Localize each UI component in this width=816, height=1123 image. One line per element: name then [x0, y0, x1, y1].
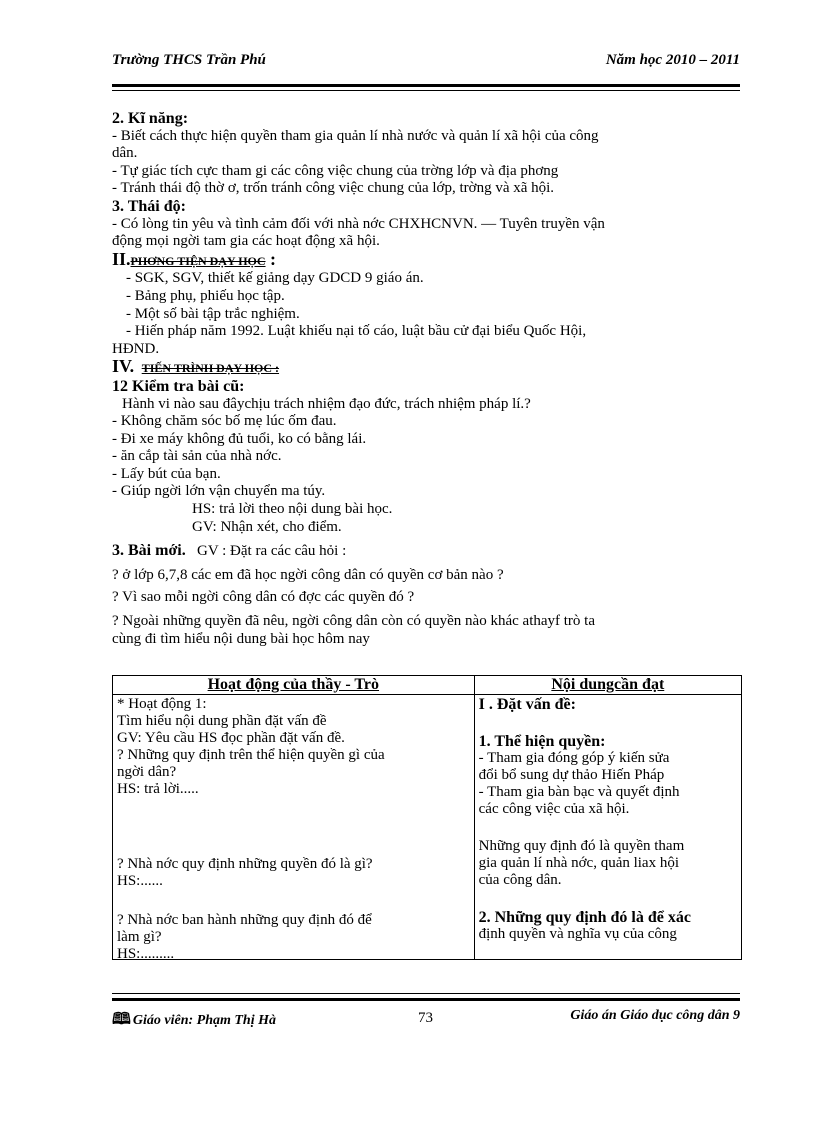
- materials-item: - Bảng phụ, phiếu học tập.: [126, 287, 285, 304]
- materials-item: - Hiến pháp năm 1992. Luật khiếu nại tố cáo, luật bầu cử đại biểu Quốc Hội,: [126, 323, 587, 340]
- review-option: - Lấy bút của bạn.: [112, 465, 221, 482]
- activity-line: ? Nhà nớc quy định những quyền đó là gì?: [117, 856, 373, 872]
- activity-line: GV: Yêu cầu HS đọc phần đặt vấn đề.: [117, 730, 345, 746]
- page-header: [112, 52, 740, 72]
- footer-rule-thin: [112, 993, 740, 994]
- activity-line: ngời dân?: [117, 764, 177, 780]
- school-name: Trường THCS Trần Phú: [112, 52, 266, 68]
- lesson-table: [112, 675, 742, 960]
- teacher-line: [112, 1008, 276, 1035]
- content-subheading: 2. Những quy định đó là để xác: [478, 909, 691, 926]
- col-content-header: Nội dungcần đạt: [474, 676, 741, 695]
- skills-heading: 2. Kĩ năng:: [112, 110, 189, 127]
- table-header-row: [113, 676, 742, 695]
- content-line: Những quy định đó là quyền tham: [478, 838, 685, 854]
- content-subheading: 1. Thể hiện quyền:: [478, 733, 606, 750]
- activity-line: làm gì?: [117, 929, 162, 945]
- skills-line: dân.: [112, 145, 138, 162]
- attitude-line: động mọi ngời tam gia các hoạt động xã hội.: [112, 233, 380, 250]
- activity-line: Tìm hiểu nội dung phần đặt vấn đề: [117, 713, 327, 729]
- skills-line: - Tự giác tích cực tham gi các công việc chung của trờng lớp và địa phơng: [112, 162, 559, 179]
- activity-line: HS:.........: [117, 946, 175, 958]
- section-2-suffix: :: [265, 248, 277, 269]
- header-rule-thin: [112, 90, 740, 91]
- book-icon: 🕮: [112, 1011, 131, 1028]
- question-1: ? ở lớp 6,7,8 các em đã học ngời công dân có quyền cơ bản nào ?: [112, 566, 504, 583]
- content-line: đổi bổ sung dự thảo Hiến Pháp: [478, 767, 665, 783]
- new-lesson-heading: 3. Bài mới.: [112, 542, 186, 560]
- content-line: - Tham gia bàn bạc và quyết định: [478, 784, 680, 800]
- teacher-name: Giáo viên: Phạm Thị Hà: [132, 1013, 276, 1028]
- section-2-title: PHƠNG TIỆN DẠY HỌC: [130, 253, 266, 268]
- skills-line: - Biết cách thực hiện quyền tham gia quản lí nhà nước và quản lí xã hội của công: [112, 127, 599, 144]
- content-line: - Tham gia đóng góp ý kiến sửa: [478, 750, 670, 766]
- col-activity-header: Hoạt động của thầy - Trò: [113, 676, 475, 695]
- page-footer: [112, 1008, 740, 1030]
- lesson-content: [112, 110, 742, 648]
- table-row: [113, 695, 742, 960]
- section-2-numeral: II.: [112, 248, 131, 269]
- materials-item: - Một số bài tập trắc nghiệm.: [126, 305, 300, 322]
- review-question: Hành vi nào sau đâychịu trách nhiệm đạo đức, trách nhiệm pháp lí.?: [122, 395, 531, 412]
- materials-item: - SGK, SGV, thiết kế giảng dạy GDCD 9 giáo án.: [126, 270, 424, 287]
- content-cell: [474, 695, 741, 960]
- skills-line: - Tránh thái độ thờ ơ, trốn tránh công việc chung của lớp, trờng và xã hội.: [112, 180, 555, 197]
- review-option: - Đi xe máy không đủ tuổi, ko có bằng lái.: [112, 430, 367, 447]
- activity-line: * Hoạt động 1:: [117, 696, 207, 712]
- attitude-heading: 3. Thái độ:: [112, 197, 186, 215]
- section-4-heading: [112, 358, 742, 378]
- review-option: - Không chăm sóc bố mẹ lúc ốm đau.: [112, 413, 337, 430]
- subject-title: Giáo án Giáo dục công dân 9: [570, 1008, 740, 1023]
- content-line: gia quản lí nhà nớc, quản liax hội: [478, 855, 680, 871]
- question-3-cont: cùng đi tìm hiểu nội dung bài học hôm nay: [112, 630, 370, 647]
- new-lesson-intro: GV : Đặt ra các câu hỏi :: [197, 543, 347, 560]
- school-year: Năm học 2010 – 2011: [605, 52, 740, 68]
- content-line: định quyền và nghĩa vụ của công: [478, 926, 677, 942]
- question-3: ? Ngoài những quyền đã nêu, ngời công dân còn có quyền nào khác athayf trò ta: [112, 613, 595, 630]
- review-option: - ăn cắp tài sản của nhà nớc.: [112, 448, 282, 465]
- new-lesson-line: [112, 542, 742, 561]
- content-heading: I . Đặt vấn đề:: [478, 696, 576, 713]
- activity-line: ? Những quy định trên thể hiện quyền gì của: [117, 747, 385, 763]
- content-line: của công dân.: [478, 872, 562, 888]
- activity-line: HS: trả lời.....: [117, 781, 199, 797]
- review-hs: HS: trả lời theo nội dung bài học.: [192, 501, 393, 518]
- activity-line: ? Nhà nớc ban hành những quy định đó để: [117, 912, 372, 928]
- section-4-numeral: IV.: [112, 356, 135, 377]
- review-option: - Giúp ngời lớn vận chuyển ma túy.: [112, 483, 326, 500]
- section-2-heading: [112, 248, 742, 271]
- attitude-line: - Có lòng tin yêu và tình cảm đối với nhà nớc CHXHCNVN. — Tuyên truyền vận: [112, 215, 605, 232]
- section-4-title: TIẾN TRÌNH DẠY HỌC :: [141, 361, 280, 376]
- content-line: các công việc của xã hội.: [478, 801, 630, 817]
- activity-line: HS:......: [117, 873, 163, 889]
- materials-item-cont: HĐND.: [112, 340, 160, 357]
- review-gv: GV: Nhận xét, cho điểm.: [192, 518, 342, 535]
- page-number: 73: [418, 1010, 433, 1026]
- review-heading: 12 Kiểm tra bài cũ:: [112, 377, 245, 395]
- question-2: ? Vì sao mỗi ngời công dân có đợc các quyền đó ?: [112, 589, 415, 606]
- header-rule-thick: [112, 84, 740, 87]
- activity-cell: [113, 695, 475, 960]
- footer-rule-thick: [112, 998, 740, 1001]
